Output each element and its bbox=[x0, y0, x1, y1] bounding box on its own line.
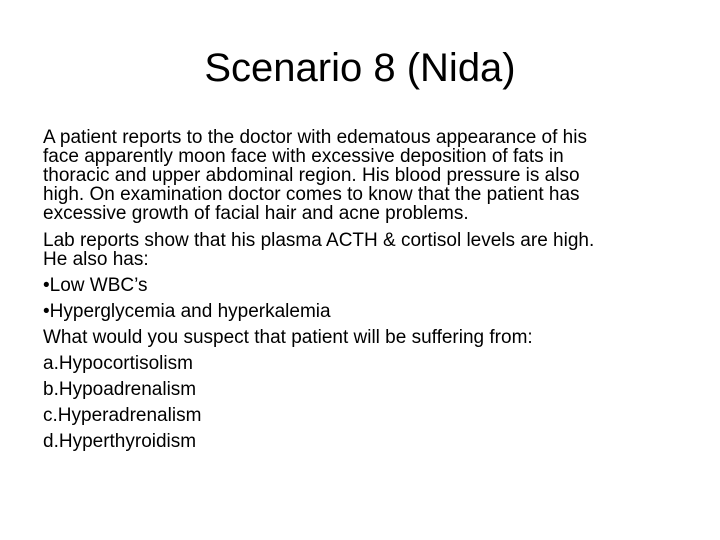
lab-report-text: Lab reports show that his plasma ACTH & cortisol levels are high. He also has: bbox=[43, 229, 595, 270]
option-a: a.Hypocortisolism bbox=[43, 353, 193, 374]
option-b: b.Hypoadrenalism bbox=[43, 379, 197, 400]
option-d: d.Hyperthyroidism bbox=[43, 431, 197, 452]
case-description: A patient reports to the doctor with edematous appearance of his face apparently moon face with excessive deposition of fats in thoracic and upper abdominal region. His blood pressure is also high. On examination doctor comes to know that the patient has excessive growth of facial hair and acne problems. bbox=[43, 127, 587, 224]
slide-body bbox=[43, 128, 693, 458]
bullet-low-wbc: •Low WBC’s bbox=[43, 275, 148, 296]
option-c: c.Hyperadrenalism bbox=[43, 405, 202, 426]
bullet-hyperglycemia: •Hyperglycemia and hyperkalemia bbox=[43, 301, 331, 322]
slide-title: Scenario 8 (Nida) bbox=[204, 46, 516, 90]
question-text: What would you suspect that patient will be suffering from: bbox=[43, 327, 533, 348]
